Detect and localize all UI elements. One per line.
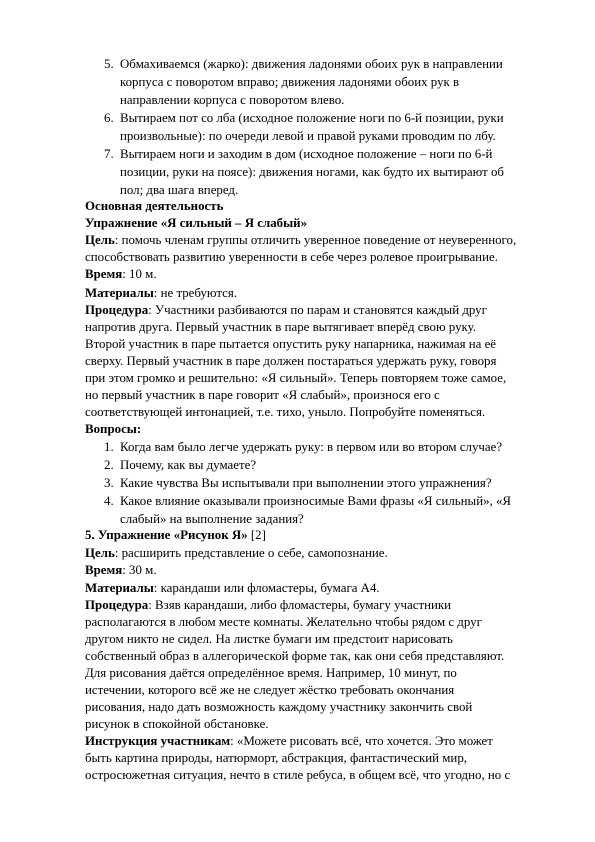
question-line: Какое влияние оказывали произносимые Вами фразы «Я сильный», «Я <box>120 494 512 508</box>
list-item-line: Обмахиваемся (жарко): движения ладонями обоих рук в направлении <box>120 57 503 71</box>
list-item-line: корпуса с поворотом вправо; движения ладонями обоих рук в <box>120 75 460 89</box>
procedure-line: рисования, надо дать возможность каждому участнику закончить свой <box>85 700 473 714</box>
list-number: 6. <box>104 111 114 125</box>
procedure-line: рисунок в спокойной обстановке. <box>85 717 269 731</box>
procedure-line: собственный образ в аллегорической форме так, как они себя представляют. <box>85 649 505 663</box>
question-number: 2. <box>104 458 114 472</box>
exercise-title: 5. Упражнение «Рисунок Я» [2] <box>85 528 266 542</box>
list-item-line: Вытираем пот со лба (исходное положение ноги по 6-й позиции, руки <box>120 111 504 125</box>
instruction-line: Инструкция участникам: «Можете рисовать всё, что хочется. Это может <box>85 734 493 748</box>
question-line: Почему, как вы думаете? <box>120 458 257 472</box>
materials-line: Материалы: не требуются. <box>85 286 238 300</box>
question-line: Когда вам было легче удержать руку: в первом или во втором случае? <box>120 440 503 454</box>
list-item-line: направлении корпуса с поворотом влево. <box>120 93 345 107</box>
procedure-line: истечении, которого всё же не следует жёстко требовать окончания <box>85 683 455 697</box>
section-heading: Основная деятельность <box>85 199 224 213</box>
procedure-line: напротив друга. Первый участник в паре вытягивает вперёд свою руку. <box>85 320 476 334</box>
procedure-line: сверху. Первый участник в паре должен постараться удержать руку, говоря <box>85 354 497 368</box>
list-item-line: пол; два шага вперед. <box>120 183 239 197</box>
question-number: 3. <box>104 476 114 490</box>
procedure-line: Второй участник в паре пытается опустить руку напарника, нажимая на её <box>85 337 497 351</box>
goal-line: Цель: расширить представление о себе, самопознание. <box>85 546 388 560</box>
procedure-line: соответствующей интонацией, т.е. тихо, уныло. Попробуйте поменяться. <box>85 405 486 419</box>
goal-line: способствовать развитию уверенности в себе через ролевое проигрывание. <box>85 250 498 264</box>
procedure-line: при этом громко и решительно: «Я сильный». Теперь повторяем тоже самое, <box>85 371 507 385</box>
materials-line: Материалы: карандаши или фломастеры, бумага А4. <box>85 581 380 595</box>
procedure-line: Процедура: Взяв карандаши, либо фломастеры, бумагу участники <box>85 598 452 612</box>
instruction-line: остросюжетная ситуация, нечто в стиле ребуса, в общем всё, что угодно, но с <box>85 768 511 782</box>
time-line: Время: 10 м. <box>85 267 157 281</box>
procedure-line: располагаются в любом месте комнаты. Желательно чтобы рядом с друг <box>85 615 482 629</box>
list-item-line: произвольные): по очереди левой и правой руками проводим по лбу. <box>120 129 496 143</box>
question-number: 1. <box>104 440 114 454</box>
exercise-title: Упражнение «Я сильный – Я слабый» <box>85 216 308 230</box>
list-item-line: Вытираем ноги и заходим в дом (исходное положение – ноги по 6-й <box>120 147 493 161</box>
question-line: слабый» на выполнение задания? <box>120 512 304 526</box>
questions-heading: Вопросы: <box>85 422 142 436</box>
procedure-line: Для рисования даётся определённое время. Например, 10 минут, по <box>85 666 457 680</box>
time-line: Время: 30 м. <box>85 563 157 577</box>
procedure-line: другом никто не сидел. На листке бумаги им предстоит нарисовать <box>85 632 453 646</box>
list-item-line: позиции, руки на поясе): движения ногами, как будто их вытирают об <box>120 165 504 179</box>
procedure-line: но первый участник в паре говорит «Я слабый», произнося его с <box>85 388 440 402</box>
question-line: Какие чувства Вы испытывали при выполнении этого упражнения? <box>120 476 492 490</box>
instruction-line: быть картина природы, натюрморт, абстракция, фантастический мир, <box>85 751 467 765</box>
list-number: 5. <box>104 57 114 71</box>
procedure-line: Процедура: Участники разбиваются по парам и становятся каждый друг <box>85 303 487 317</box>
goal-line: Цель: помочь членам группы отличить уверенное поведение от неуверенного, <box>85 233 517 247</box>
question-number: 4. <box>104 494 114 508</box>
list-number: 7. <box>104 147 114 161</box>
